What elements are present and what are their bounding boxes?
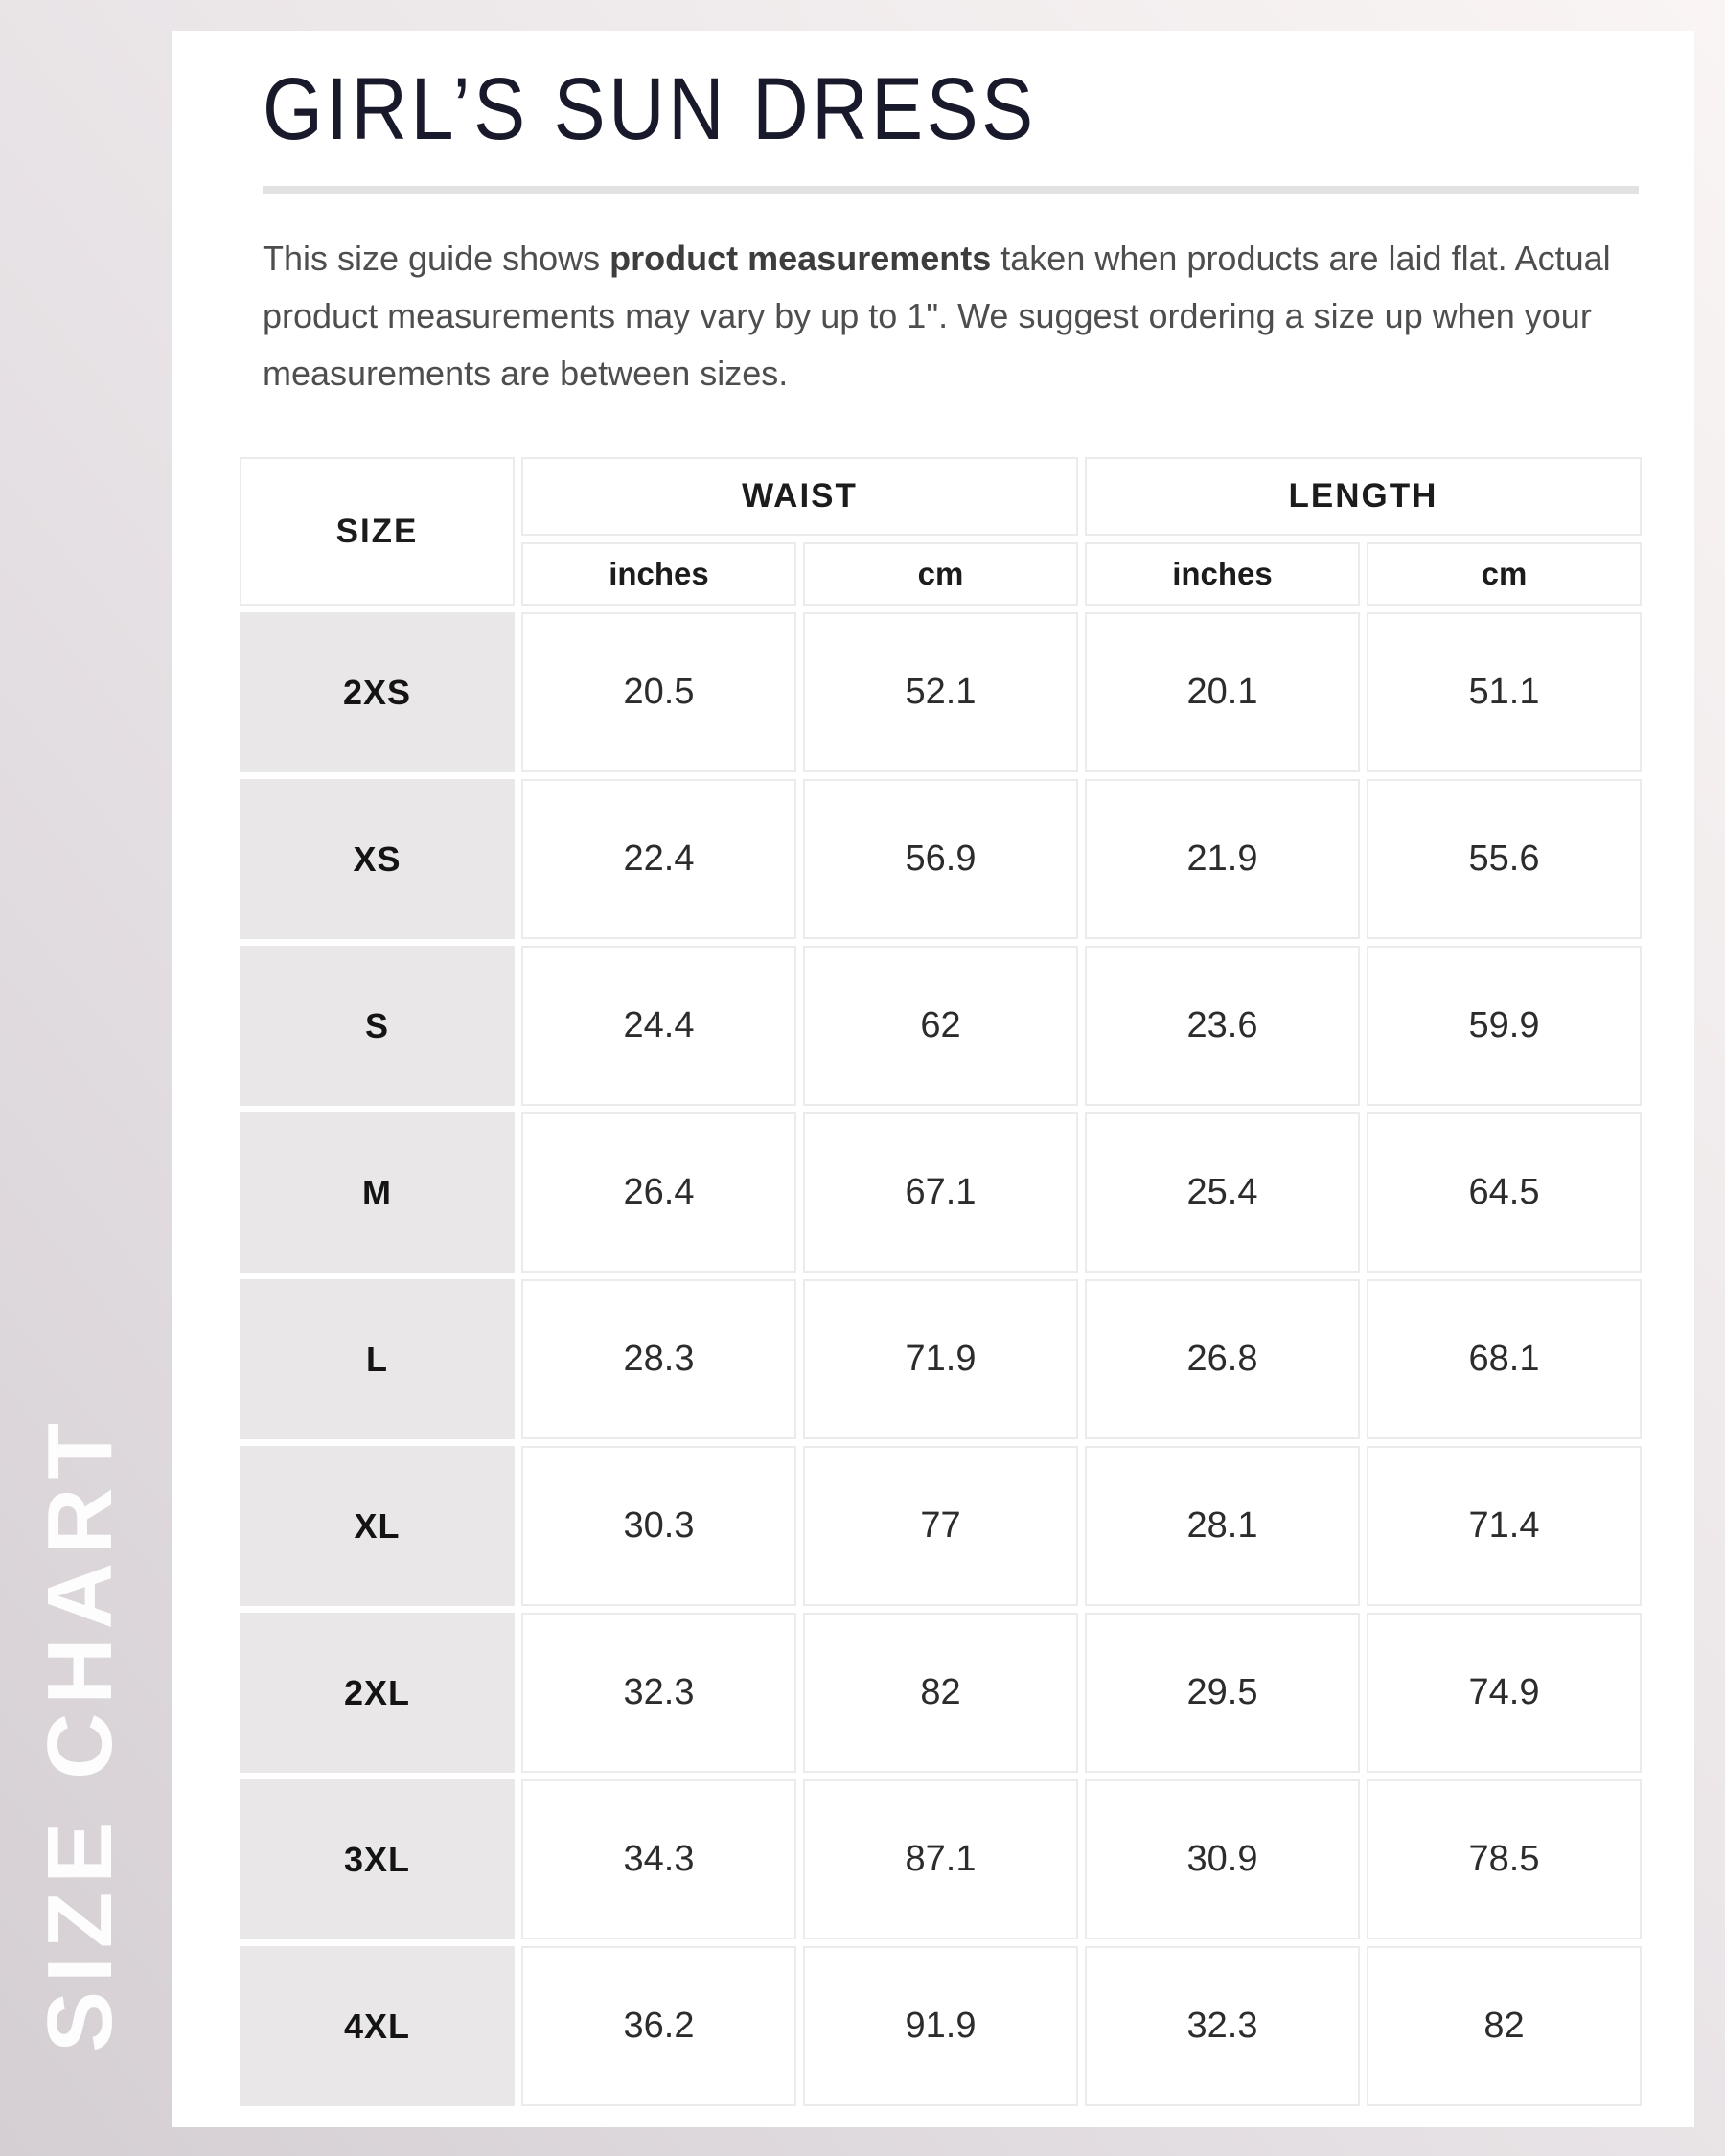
table-row [240, 1613, 1642, 1773]
measurement-cell: 56.9 [803, 779, 1078, 939]
measurement-cell: 26.8 [1085, 1279, 1360, 1439]
size-cell: XL [240, 1446, 515, 1606]
measurement-cell: 36.2 [521, 1946, 796, 2106]
size-cell: L [240, 1279, 515, 1439]
waist-cm-header: cm [803, 542, 1078, 606]
measurement-cell: 20.1 [1085, 612, 1360, 772]
measurement-cell: 28.3 [521, 1279, 796, 1439]
measurement-cell: 64.5 [1367, 1112, 1642, 1273]
measurement-cell: 55.6 [1367, 779, 1642, 939]
table-row [240, 1779, 1642, 1939]
description-text-after: taken when products are laid flat. Actual product measurements may vary by up to 1". We suggest ordering a size up when your measurements are between sizes. [263, 239, 1611, 393]
measurement-cell: 74.9 [1367, 1613, 1642, 1773]
size-cell: M [240, 1112, 515, 1273]
measurement-cell: 20.5 [521, 612, 796, 772]
measurement-cell: 52.1 [803, 612, 1078, 772]
measurement-cell: 30.3 [521, 1446, 796, 1606]
description-bold-phrase: product measurements [610, 239, 992, 278]
table-row [240, 1446, 1642, 1606]
measurement-cell: 62 [803, 946, 1078, 1106]
size-cell: S [240, 946, 515, 1106]
measurement-cell: 91.9 [803, 1946, 1078, 2106]
measurement-cell: 51.1 [1367, 612, 1642, 772]
measurement-cell: 82 [803, 1613, 1078, 1773]
measurement-cell: 67.1 [803, 1112, 1078, 1273]
size-chart-vertical-label: SIZE CHART [29, 1414, 131, 2053]
measurement-cell: 71.4 [1367, 1446, 1642, 1606]
measurement-cell: 26.4 [521, 1112, 796, 1273]
size-column-header: SIZE [240, 457, 515, 606]
size-cell: 4XL [240, 1946, 515, 2106]
length-cm-header: cm [1367, 542, 1642, 606]
measurement-cell: 68.1 [1367, 1279, 1642, 1439]
table-row [240, 779, 1642, 939]
table-row [240, 1946, 1642, 2106]
measurement-cell: 25.4 [1085, 1112, 1360, 1273]
measurement-cell: 82 [1367, 1946, 1642, 2106]
measurement-cell: 87.1 [803, 1779, 1078, 1939]
table-row [240, 1112, 1642, 1273]
measurement-cell: 23.6 [1085, 946, 1360, 1106]
size-guide-description [263, 230, 1637, 402]
size-cell: 2XL [240, 1613, 515, 1773]
measurement-cell: 34.3 [521, 1779, 796, 1939]
length-inches-header: inches [1085, 542, 1360, 606]
measurement-cell: 59.9 [1367, 946, 1642, 1106]
size-cell: XS [240, 779, 515, 939]
page-title: GIRL’S SUN DRESS [263, 60, 1037, 158]
measurement-cell: 29.5 [1085, 1613, 1360, 1773]
measurement-cell: 78.5 [1367, 1779, 1642, 1939]
table-row [240, 612, 1642, 772]
measurement-cell: 24.4 [521, 946, 796, 1106]
waist-inches-header: inches [521, 542, 796, 606]
measurement-cell: 21.9 [1085, 779, 1360, 939]
table-group-header-row [240, 457, 1642, 536]
table-row [240, 946, 1642, 1106]
size-cell: 2XS [240, 612, 515, 772]
title-divider [263, 186, 1639, 194]
size-table [233, 450, 1648, 2113]
measurement-cell: 30.9 [1085, 1779, 1360, 1939]
measurement-cell: 22.4 [521, 779, 796, 939]
size-cell: 3XL [240, 1779, 515, 1939]
measurement-cell: 77 [803, 1446, 1078, 1606]
measurement-cell: 32.3 [1085, 1946, 1360, 2106]
measurement-cell: 71.9 [803, 1279, 1078, 1439]
measurement-cell: 28.1 [1085, 1446, 1360, 1606]
measurement-cell: 32.3 [521, 1613, 796, 1773]
waist-group-header: WAIST [521, 457, 1078, 536]
size-guide-card [172, 31, 1694, 2127]
description-text-before: This size guide shows [263, 239, 610, 278]
length-group-header: LENGTH [1085, 457, 1642, 536]
table-row [240, 1279, 1642, 1439]
